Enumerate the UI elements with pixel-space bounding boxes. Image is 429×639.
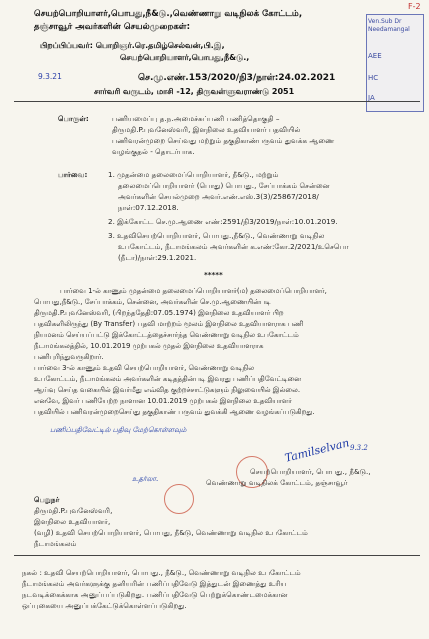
body-line: எனவே, இவர் பணியேற்ற நாளான 10.01.2019 முற்பகல் இளநிலை உதவியாளர் bbox=[34, 397, 292, 405]
subject-line: பணிவரன்முறை செய்வது மற்றும் தகுதிகாண்பருவம் துவக்க ஆணை bbox=[112, 136, 335, 145]
body-line: திருமதி.P.புவனேஸ்வரி, (பிறந்ததேதி:07.05.1974) இளநிலை உதவியாளர் பிற bbox=[34, 309, 284, 317]
recipient-line: நீடாமங்கலம் bbox=[34, 539, 77, 548]
corner-mark: F-2 bbox=[408, 2, 421, 11]
body-line: ஆய்வு செய்த வகையில் இவர்மீது எவ்வித குற்றச்சாட்டுகளும் நிலுவையில் இல்லை. bbox=[34, 386, 301, 394]
signatory-line-1: செயற்பொறியாளர், பொபது., நீ&டு., bbox=[250, 467, 371, 476]
reference-line: (நீடா)/நாள்:29.1.2021. bbox=[118, 253, 197, 262]
copy-line: ஒப்புகையை அனுப்பக்கேட்டுக்கொள்ளப்படுகிறது. bbox=[22, 601, 187, 610]
recipient-line: (வழி) உதவி செயற்பொறியாளர், பொபது, நீ&டு, வெண்ணாறு வடிநில உபகோட்டம் bbox=[34, 528, 308, 537]
copy-divider bbox=[14, 555, 420, 556]
stamp-line-4: HC bbox=[368, 74, 379, 82]
office-seal bbox=[164, 484, 194, 514]
issued-by: பிறப்பிப்பவர்: பொறிஞர்.ரெ.தமிழ்செல்வன்,பி.இ, bbox=[40, 41, 225, 50]
signature-scribble: Tamilselvan bbox=[283, 436, 351, 465]
stamp-line-1: Ven.Sub Dr bbox=[368, 18, 402, 25]
reference-label: பார்வை: bbox=[58, 170, 88, 179]
header-line-2: தஞ்சாவூர் அவர்களின் செயல்முறைகள்: bbox=[34, 22, 191, 32]
separator: ***** bbox=[204, 270, 223, 279]
body-line: உபகோட்டம், நீடாமங்கலம் அவர்களின் கடிதத்தின்படி இவரது பணிப்பதிவேட்டினை bbox=[34, 375, 301, 383]
body-line: பார்வை 3-ல் காணும் உதவி செயற்பொறியாளர், வெண்ணாறு வடிநில bbox=[34, 364, 255, 372]
stamp-line-2: Needamangal bbox=[368, 26, 410, 33]
handwritten-note-2: உதர்லா. bbox=[132, 475, 159, 483]
handwritten-note: பணிப்பதிவேட்டில் பதிவு மேற்கொள்ளவும் bbox=[50, 426, 187, 434]
signature-date: 9.3.2 bbox=[350, 444, 368, 452]
stamp-line-3: AEE bbox=[368, 52, 382, 60]
reference-line: 1. முதன்மை தலைமைப்பொறியாளர், நீ&டு., மற்றும் bbox=[108, 170, 279, 179]
subject-label: பொருள்: bbox=[58, 114, 89, 123]
body-line: பதவிகளிலிருந்து (By Transfer) பதவி மாற்றம் மூலம் இளநிலை உதவியாளராக பணி bbox=[34, 320, 304, 328]
reference-line: 2. இக்கோட்ட செ.மு.ஆணை எண்:2591/நி3/2019/நாள்:10.01.2019. bbox=[108, 217, 338, 226]
signatory-line-2: வெண்ணாறு வடிநிலக் கோட்டம், தஞ்சாவூர் bbox=[206, 478, 348, 487]
reference-line: 3. உதவிசெயற்பொறியாளர், பொபது.,நீ&டு., வெண்ணாறு வடிநில bbox=[108, 231, 325, 240]
order-number: செ.மு.எண்.153/2020/நி3/நாள்:24.02.2021 bbox=[138, 73, 336, 83]
copy-line: நடவடிக்கைக்காக அனுப்பப்படுகிறது. பணிப்பதிவேடு பெற்றுக்கொண்டமைக்கான bbox=[22, 590, 288, 599]
body-line: பொபது,நீ&டு., சேப்பாக்கம், சென்னை, அவர்களின் செ.மு.ஆணையின்படி bbox=[34, 298, 271, 306]
copy-line: நீடாமங்கலம் அவர்களுக்கு தனியரின் பணிப்பதிவேடு இத்துடன் இணைத்து உரிய bbox=[22, 579, 287, 588]
stamp-line-5: JA bbox=[368, 94, 375, 102]
header-divider bbox=[14, 101, 420, 102]
year-line: சார்வரி வருடம், மாசி -12, திருவள்ளுவராண்டு 2051 bbox=[94, 87, 295, 96]
reference-line: தலைமைப்பொறியாளர் (பொது) பொபது., சேப்பாக்கம் சென்னை bbox=[118, 181, 330, 190]
reference-line: நாள்:07.12.2018. bbox=[118, 203, 179, 212]
body-line: நியமனம் செய்யப்பட்டு இக்கோட்டத்தைச்சார்ந்த வெண்ணாறு வடிநில உபகோட்டம் bbox=[34, 331, 299, 339]
recipient-label: பெறுநர் bbox=[34, 495, 60, 504]
handwritten-date: 9.3.21 bbox=[38, 72, 62, 81]
header-line-1: செயற்பொறியாளர்,பொபது,நீ&டு.,வெண்ணாறு வடிநிலக் கோட்டம், bbox=[34, 9, 303, 19]
reference-line: அவர்களின் செயல்முறை அவர்.எண்.எஸ்.3(3)/25867/2018/ bbox=[118, 192, 319, 201]
subject-line: திருமதி.P.புவனேஸ்வரி, இளநிலை உதவியாளர் பதவியில் bbox=[112, 125, 301, 134]
body-line: பதவியில் பணிவரன்முறைசெய்து தகுதிகாண் பருவம் துவக்கி ஆணை வழங்கப்படுகிறது. bbox=[34, 408, 315, 416]
subject-line: வழங்குதல் - தொடர்பாக. bbox=[112, 147, 195, 156]
reference-line: உபகோட்டம், நீடாமங்கலம் அவர்களின் க.எண்:கோ.2/2021/உசெபொ bbox=[118, 242, 349, 251]
recipient-line: இளநிலை உதவியாளர், bbox=[34, 517, 111, 526]
issued-by-designation: செயற்பொறியாளர்,பொபது,நீ&டு., bbox=[120, 53, 250, 62]
subject-line: பணியமைப்பு த.ந.அமைச்சுப்பணி பணித்தொகுதி – bbox=[112, 114, 280, 123]
copy-line: நகல் : உதவி செயற்பொறியாளர், பொபது., நீ&டு., வெண்ணாறு வடிநில உபகோட்டம் bbox=[22, 568, 301, 577]
recipient-line: திருமதி.P.புவனேஸ்வரி, bbox=[34, 506, 113, 515]
body-line: பணிபுரிந்துவருகிறார். bbox=[34, 353, 104, 361]
body-line: நீடாமங்கலத்தில், 10.01.2019 முற்பகல் முதல் இளநிலை உதவியாளராக bbox=[34, 342, 264, 350]
body-line: பார்வை 1-ல் காணும் முதன்மை தலைமைப்பொறியாளர்(ம) தலைமைப்பொறியாளர், bbox=[60, 287, 327, 295]
